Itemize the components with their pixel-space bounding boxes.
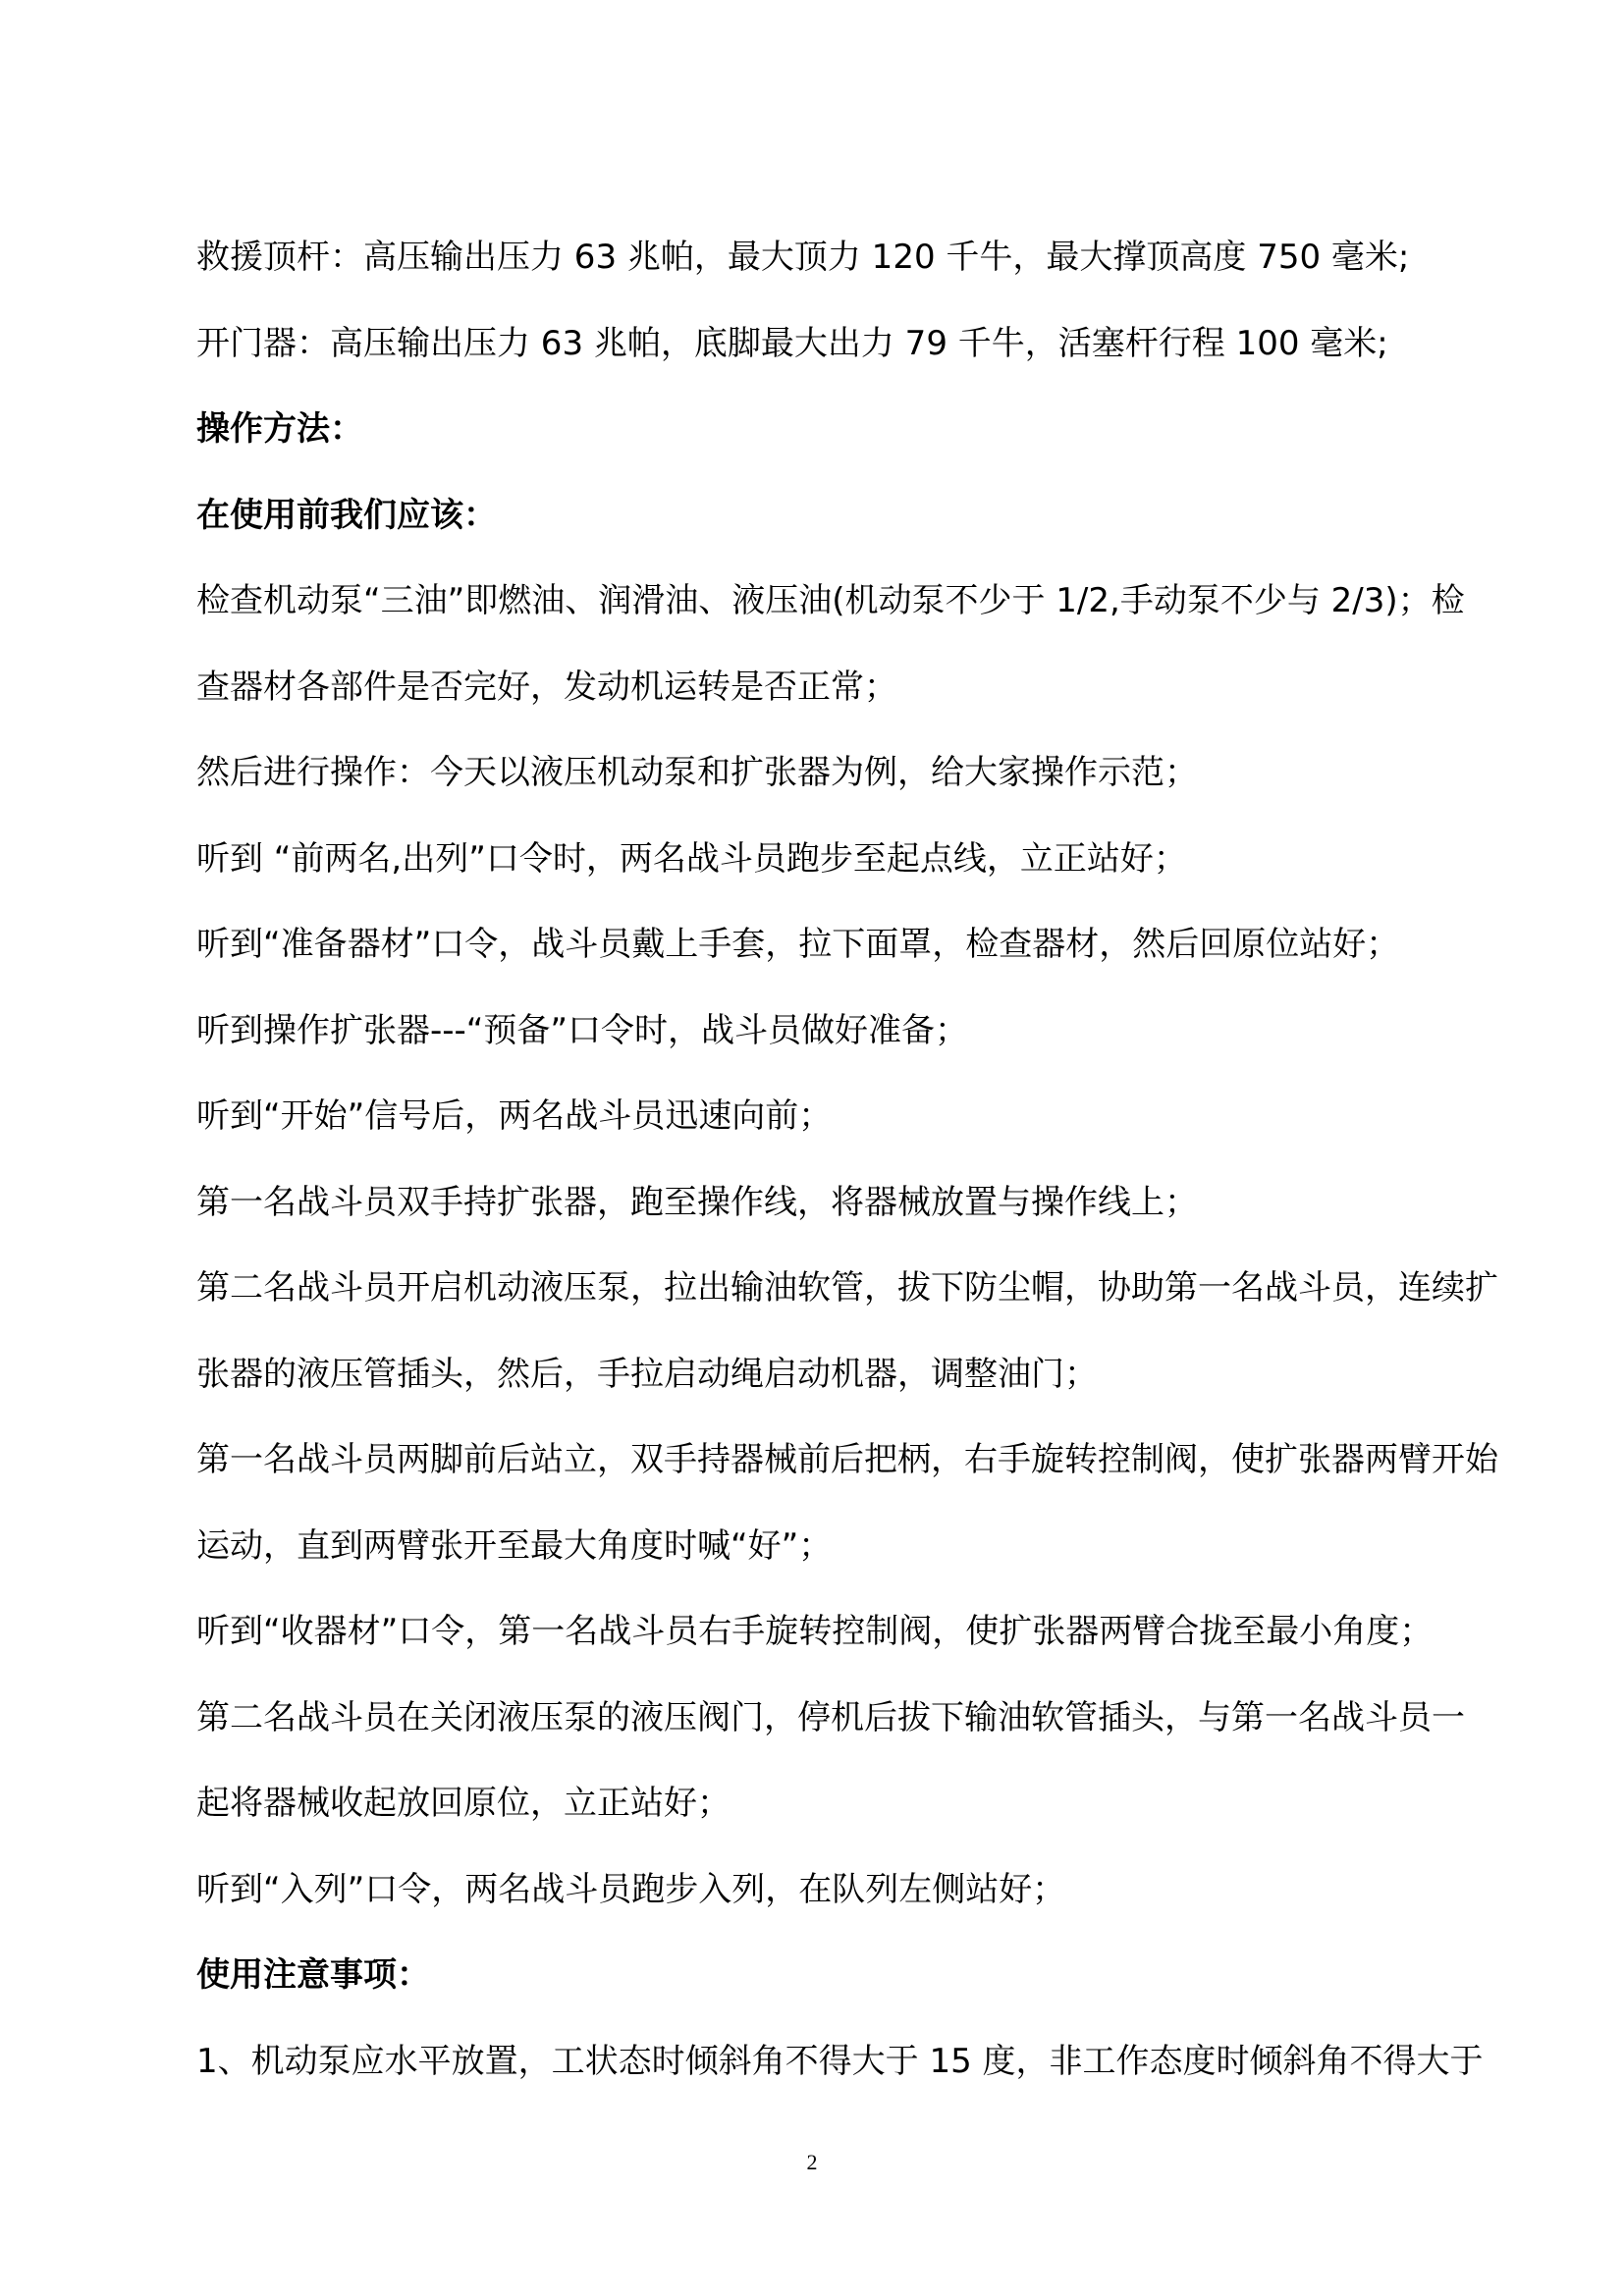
paragraph-line: 运动，直到两臂张开至最大角度时喊“好”； — [196, 1525, 833, 1566]
paragraph-line: 听到“入列”口令，两名战斗员跑步入列，在队列左侧站好； — [196, 1869, 1066, 1909]
paragraph-line: 听到“收器材”口令，第一名战斗员右手旋转控制阀，使扩张器两臂合拢至最小角度； — [196, 1612, 1434, 1651]
paragraph-line: 听到操作扩张器---“预备”口令时，战斗员做好准备； — [196, 1010, 969, 1050]
paragraph-line: 听到“准备器材”口令，战斗员戴上手套，拉下面罩，检查器材，然后回原位站好； — [196, 925, 1400, 964]
paragraph-line: 听到“开始”信号后，两名战斗员迅速向前； — [196, 1096, 833, 1136]
paragraph-line: 张器的液压管插头，然后，手拉启动绳启动机器，调整油门； — [196, 1354, 1098, 1394]
heading-operation-method: 操作方法： — [196, 409, 363, 449]
page-number: 2 — [806, 2150, 818, 2174]
spec-door-opener: 开门器：高压输出压力 63 兆帕，底脚最大出力 79 千牛，活塞杆行程 100 毫米; — [196, 323, 1388, 363]
heading-precautions: 使用注意事项： — [196, 1955, 430, 1995]
paragraph-line: 查器材各部件是否完好，发动机运转是否正常； — [196, 667, 897, 707]
paragraph-line: 1、机动泵应水平放置，工状态时倾斜角不得大于 15 度，非工作态度时倾斜角不得大于 — [196, 2041, 1484, 2081]
paragraph-line: 第一名战斗员两脚前后站立，双手持器械前后把柄，右手旋转控制阀，使扩张器两臂开始 — [196, 1440, 1498, 1479]
spec-rescue-jack: 救援顶杆：高压输出压力 63 兆帕，最大顶力 120 千牛，最大撑顶高度 750 毫米; — [196, 238, 1410, 277]
heading-before-use: 在使用前我们应该： — [196, 495, 497, 535]
paragraph-line: 第一名战斗员双手持扩张器，跑至操作线，将器械放置与操作线上； — [196, 1182, 1198, 1222]
paragraph-line: 检查机动泵“三油”即燃油、润滑油、液压油(机动泵不少于 1/2,手动泵不少与 2/3)；检 — [196, 581, 1465, 620]
paragraph-line: 起将器械收起放回原位，立正站好； — [196, 1784, 731, 1823]
paragraph-line: 第二名战斗员在关闭液压泵的液压阀门，停机后拔下输油软管插头，与第一名战斗员一 — [196, 1697, 1465, 1737]
paragraph-line: 然后进行操作：今天以液压机动泵和扩张器为例，给大家操作示范； — [196, 753, 1198, 792]
document-body — [196, 215, 1498, 2105]
paragraph-line: 第二名战斗员开启机动液压泵，拉出输油软管，拔下防尘帽，协助第一名战斗员，连续扩 — [196, 1268, 1498, 1308]
paragraph-line: 听到 “前两名,出列”口令时，两名战斗员跑步至起点线，立正站好； — [196, 838, 1187, 879]
